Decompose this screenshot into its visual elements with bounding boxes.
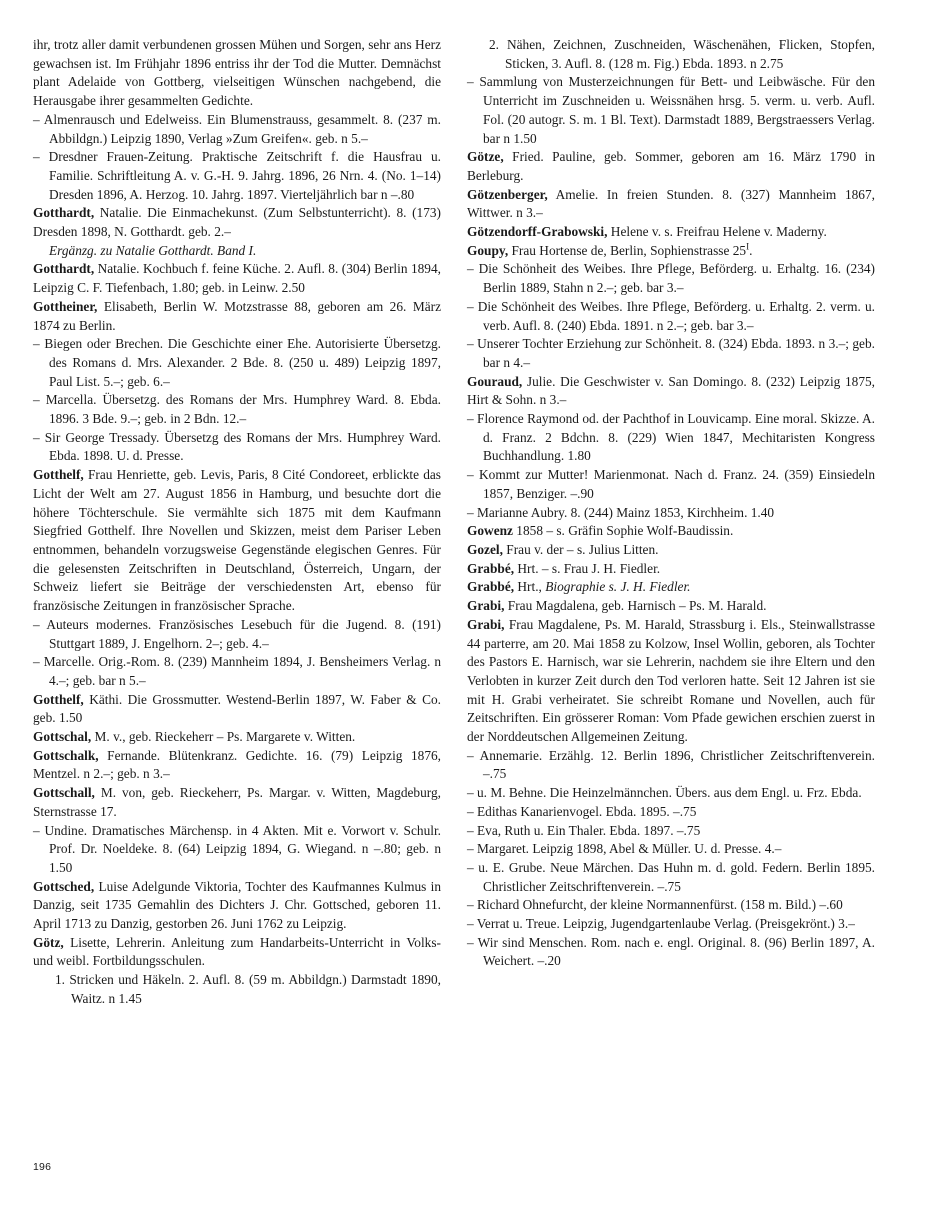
right-numbered-sub-item: 2. Nähen, Zeichnen, Zuschneiden, Wäschenähen, Flicken, Stopfen, Sticken, 3. Aufl. 8. (128 m. Fig.) Ebda. 1893. n 2.75 — [489, 37, 875, 71]
right-dictionary-entry: Gowenz 1858 – s. Gräfin Sophie Wolf-Baudissin. — [467, 523, 734, 539]
left-dictionary-entry: Gottschall, M. von, geb. Rieckeherr, Ps. Margar. v. Witten, Magdeburg, Sternstrasse 17. — [33, 785, 441, 819]
left-work-list-item: – Marcella. Übersetzg. des Romans der Mrs. Humphrey Ward. 8. Ebda. 1896. 3 Bde. 9.–; geb. in 2 Bdn. 12.– — [33, 392, 441, 427]
left-work-list-item: – Marcelle. Orig.-Rom. 8. (239) Mannheim 1894, J. Bensheimers Verlag. n 4.–; geb. bar n 5.– — [33, 654, 441, 688]
left-work-list-item: – Sir George Tressady. Übersetzg des Romans der Mrs. Humphrey Ward. Ebda. 1898. U. d. Presse. — [33, 429, 441, 464]
right-work-list-item: – Eva, Ruth u. Ein Thaler. Ebda. 1897. –.75 — [467, 822, 701, 838]
page-number: 196 — [33, 1161, 52, 1173]
right-dictionary-entry: Gozel, Frau v. der – s. Julius Litten. — [467, 541, 659, 557]
left-cross-reference-line: Ergänzg. zu Natalie Gotthardt. Band I. — [49, 242, 257, 258]
left-work-list-item: – Undine. Dramatisches Märchensp. in 4 Akten. Mit e. Vorwort v. Schulr. Prof. Dr. Noeldeke. 8. (64) Leipzig 1894, G. Wiegand. n –.80; geb. n 1.50 — [33, 822, 441, 875]
left-work-list-item: – Almenrausch und Edelweiss. Ein Blumenstrauss, gesammelt. 8. (237 m. Abbildgn.) Leipzig 1890, Verlag »Zum Greifen«. geb. n 5.– — [33, 111, 441, 146]
right-dictionary-entry: Götzenberger, Amelie. In freien Stunden. 8. (327) Mannheim 1867, Wittwer. n 3.– — [467, 186, 875, 221]
left-text-column — [33, 36, 441, 1141]
left-numbered-sub-item: 1. Stricken und Häkeln. 2. Aufl. 8. (59 m. Abbildgn.) Darmstadt 1890, Waitz. n 1.45 — [55, 972, 441, 1006]
left-dictionary-entry: Gotthelf, Frau Henriette, geb. Levis, Paris, 8 Cité Condoreet, erblickte das Licht der Welt am 27. August 1856 in Hamburg, und besuchte dort die höhere Töchterschule. Sie vermählte sich 1875 mit dem Kaufmann Siegfried Gotthelf. Ihre Novellen und Skizzen, meist dem Pariser Leben entnommen, behandeln vorzugsweise Gegenstände elegischen Genres. Für die gelesensten Zeitschriften in Deutschland, Österreich, Ungarn, der Schweiz liefert sie Beiträge der verschiedensten Art, ebenso für französische Zeitungen in französischer Sprache. — [33, 467, 441, 614]
left-work-list-item: – Biegen oder Brechen. Die Geschichte einer Ehe. Autorisierte Übersetzg. des Romans d. Mrs. Alexander. 2 Bde. 8. (250 u. 489) Leipzig 1897, Paul List. 5.–; geb. 6.– — [33, 336, 441, 389]
right-work-list-item: – Florence Raymond od. der Pachthof in Louvicamp. Eine moral. Skizze. A. d. Franz. 2 Bdchn. 8. (229) Wien 1847, Mechitaristen Kongress Buchhandlung. 1.80 — [467, 411, 875, 464]
right-dictionary-entry: Grabbé, Hrt. – s. Frau J. H. Fiedler. — [467, 560, 661, 576]
left-biography-paragraph: ihr, trotz aller damit verbundenen grossen Mühen und Sorgen, sehr ans Herz gewachsen ist. Im Frühjahr 1896 entriss ihr der Tod die Mutter. Demnächst plant Adelaide von Gottberg, vielseitigen Wünschen nachgebend, die Herausgabe ihrer gesammelten Gedichte. — [33, 37, 441, 109]
right-work-list-item: – Edithas Kanarienvogel. Ebda. 1895. –.75 — [467, 803, 697, 819]
right-work-list-item: – u. M. Behne. Die Heinzelmännchen. Übers. aus dem Engl. u. Frz. Ebda. — [467, 785, 862, 801]
right-dictionary-entry: Grabbé, Hrt., Biographie s. J. H. Fiedler. — [467, 579, 691, 595]
right-dictionary-entry: Götzendorff-Grabowski, Helene v. s. Freifrau Helene v. Maderny. — [467, 224, 827, 240]
right-work-list-item: – Annemarie. Erzählg. 12. Berlin 1896, Christlicher Zeitschriftenverein. –.75 — [467, 747, 875, 782]
right-work-list-item: – Margaret. Leipzig 1898, Abel & Müller. U. d. Presse. 4.– — [467, 841, 782, 857]
right-text-column — [467, 36, 875, 1141]
right-work-list-item: – Die Schönheit des Weibes. Ihre Pflege, Beförderg. u. Erhaltg. 16. (234) Berlin 1889, Stahn n 2.–; geb. bar 3.– — [467, 261, 875, 296]
right-dictionary-entry: Grabi, Frau Magdalene, Ps. M. Harald, Strassburg i. Els., Steinwallstrasse 44 parterre, am 20. Mai 1858 zu Kolzow, Insel Wollin, geboren, als Tochter des Pastors E. Harnisch, war sie Lehrerin, nachdem sie ihre Eltern und den Verlobten in kurzer Zeit durch den Tod verloren hatte. Seit 12 Jahren ist sie mit H. Grabi verheiratet. Sie schreibt Romane und Novellen, auch für Zeitschriften. Ein grösserer Roman: Vom Pfade gewichen erschien zuerst in der Norddeutschen Allgemeinen Zeitung. — [467, 616, 875, 745]
left-dictionary-entry: Gotthardt, Natalie. Kochbuch f. feine Küche. 2. Aufl. 8. (304) Berlin 1894, Leipzig C. F. Tiefenbach, 1.80; geb. in Leinw. 2.50 — [33, 261, 441, 296]
left-work-list-item: – Auteurs modernes. Französisches Lesebuch für die Jugend. 8. (191) Stuttgart 1889, J. Engelhorn. 2–; geb. 4.– — [33, 616, 441, 651]
left-dictionary-entry: Gottschal, M. v., geb. Rieckeherr – Ps. Margarete v. Witten. — [33, 729, 356, 745]
left-work-list-item: – Dresdner Frauen-Zeitung. Praktische Zeitschrift f. die Hausfrau u. Familie. Schriftleitung A. v. G.-H. 9. Jahrg. 1896, 26 Nrn. 4. (No. 1–14) Dresden 1896, A. Herzog. 10. Jahrg. 1897. Vierteljährlich bar n –.80 — [33, 149, 441, 202]
right-work-list-item: – Marianne Aubry. 8. (244) Mainz 1853, Kirchheim. 1.40 — [467, 504, 775, 520]
left-dictionary-entry: Gotthelf, Käthi. Die Grossmutter. Westend-Berlin 1897, W. Faber & Co. geb. 1.50 — [33, 691, 441, 726]
two-column-text-body — [33, 36, 905, 1141]
left-dictionary-entry: Gottschalk, Fernande. Blütenkranz. Gedichte. 16. (79) Leipzig 1876, Mentzel. n 2.–; geb. n 3.– — [33, 747, 441, 782]
right-work-list-item: – Richard Ohnefurcht, der kleine Normannenfürst. (158 m. Bild.) –.60 — [467, 897, 843, 913]
right-dictionary-entry: Gouraud, Julie. Die Geschwister v. San Domingo. 8. (232) Leipzig 1875, Hirt & Sohn. n 3.– — [467, 373, 875, 408]
right-work-list-item: – Die Schönheit des Weibes. Ihre Pflege, Beförderg. u. Erhaltg. 2. verm. u. verb. Aufl. 8. (240) Ebda. 1891. n 2.–; geb. bar 3.– — [467, 298, 875, 333]
right-work-list-item: – Sammlung von Musterzeichnungen für Bett- und Leibwäsche. Für den Unterricht im Zuschneiden u. Weissnähen hrsg. 5. verm. u. verb. Aufl. Fol. (20 autogr. S. m. 1 Bl. Text). Darmstadt 1889, Bergstraessers Verlag. bar n 1.50 — [467, 74, 875, 146]
left-dictionary-entry: Gotthardt, Natalie. Die Einmachekunst. (Zum Selbstunterricht). 8. (173) Dresden 1898, N. Gotthardt. geb. 2.– — [33, 205, 441, 240]
right-work-list-item: – Unserer Tochter Erziehung zur Schönheit. 8. (324) Ebda. 1893. n 3.–; geb. bar n 4.– — [467, 336, 875, 370]
right-dictionary-entry: Goupy, Frau Hortense de, Berlin, Sophienstrasse $25^I$. — [467, 241, 753, 258]
right-work-list-item: – Verrat u. Treue. Leipzig, Jugendgartenlaube Verlag. (Preisgekrönt.) 3.– — [467, 916, 855, 932]
left-dictionary-entry: Gottsched, Luise Adelgunde Viktoria, Tochter des Kaufmannes Kulmus in Danzig, seit 1735 Gemahlin des Dichters J. Chr. Gottsched, geboren 11. April 1713 zu Danzig, gestorben 26. Juni 1762 zu Leipzig. — [33, 878, 441, 932]
right-dictionary-entry: Grabi, Frau Magdalena, geb. Harnisch – Ps. M. Harald. — [467, 598, 767, 614]
right-work-list-item: – u. E. Grube. Neue Märchen. Das Huhn m. d. gold. Federn. Berlin 1895. Christlicher Zeitschriftenverein. –.75 — [467, 859, 875, 894]
right-work-list-item: – Wir sind Menschen. Rom. nach e. engl. Original. 8. (96) Berlin 1897, A. Weichert. –.20 — [467, 934, 875, 969]
left-dictionary-entry: Gottheiner, Elisabeth, Berlin W. Motzstrasse 88, geboren am 26. März 1874 zu Berlin. — [33, 298, 441, 333]
right-dictionary-entry: Götze, Fried. Pauline, geb. Sommer, geboren am 16. März 1790 in Berleburg. — [467, 149, 875, 183]
left-dictionary-entry: Götz, Lisette, Lehrerin. Anleitung zum Handarbeits-Unterricht in Volks- und weibl. Fortbildungsschulen. — [33, 934, 441, 969]
right-work-list-item: – Kommt zur Mutter! Marienmonat. Nach d. Franz. 24. (359) Einsiedeln 1857, Benziger. –.90 — [467, 467, 875, 501]
